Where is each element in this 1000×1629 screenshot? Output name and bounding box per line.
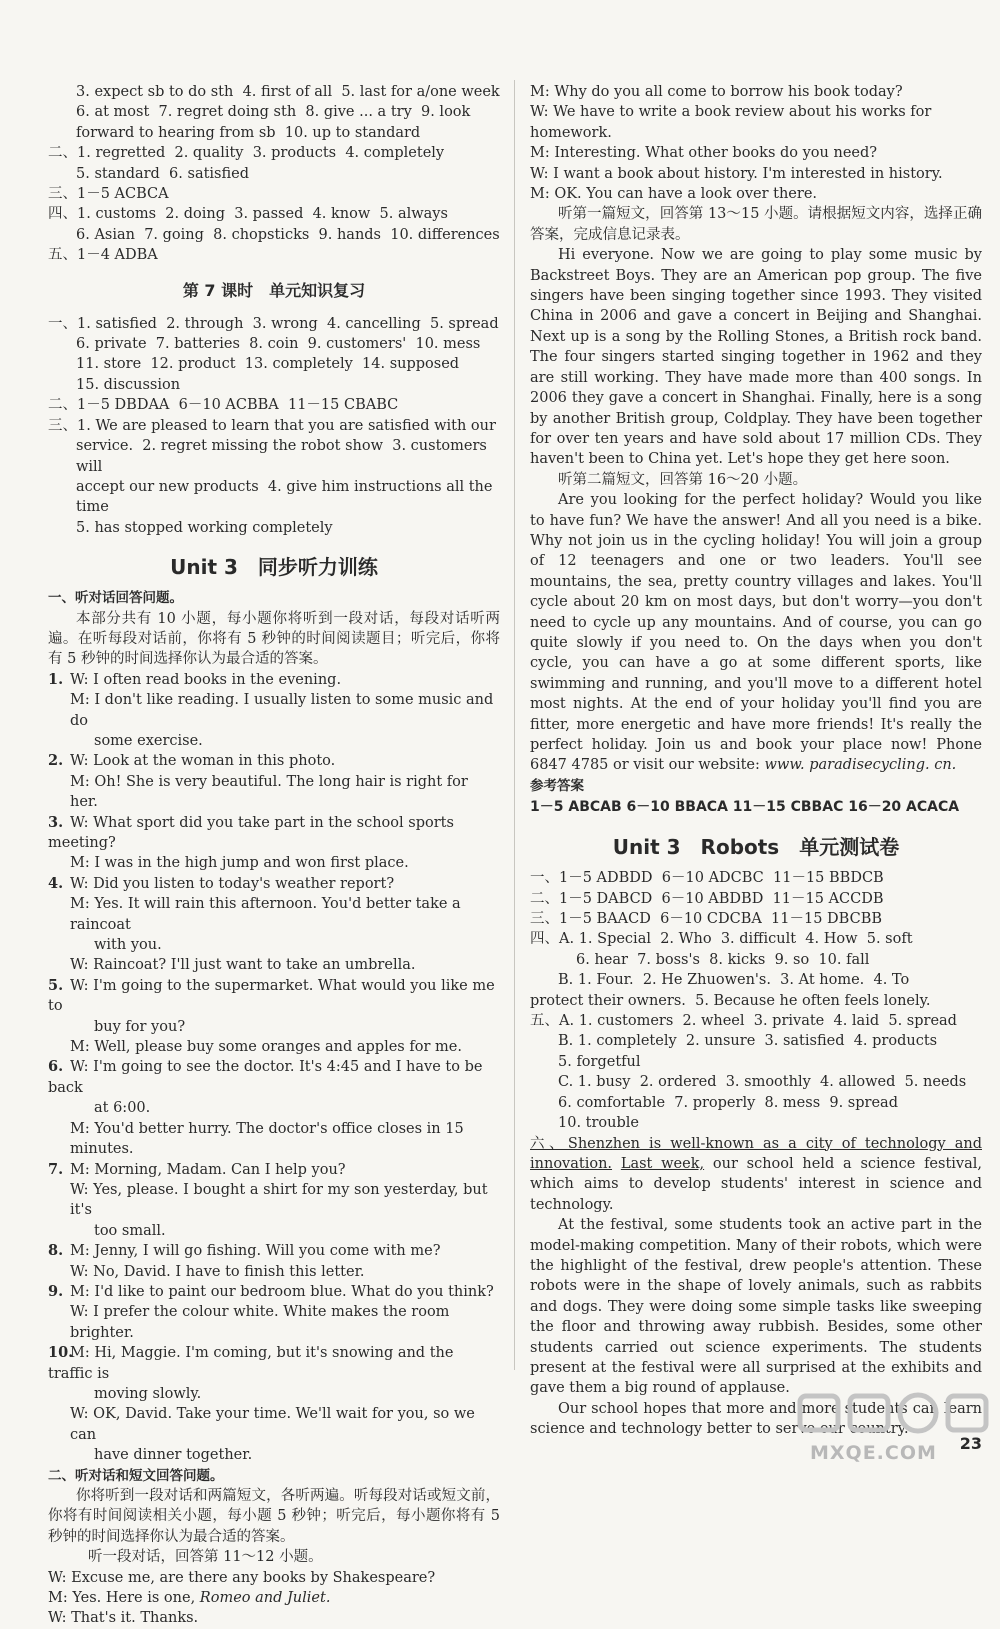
dialogue-text: W: Raincoat? I'll just want to take an umbrella. bbox=[70, 957, 416, 974]
dialogue-line bbox=[48, 1241, 500, 1261]
dialogue-text: M: You'd better hurry. The doctor's office closes in 15 minutes. bbox=[70, 1120, 469, 1158]
dialogue-text: with you. bbox=[94, 937, 162, 954]
dialogue-text: W: Look at the woman in this photo. bbox=[70, 753, 336, 770]
section-1-title: 一、听对话回答问题。 bbox=[48, 590, 183, 607]
essay-paragraph-2: At the festival, some students took an active part in the model-making competition. Many of their robots, which were the highlight of the festival, drew people's attention. These robots were in the shape of lovely animals, such as rabbits and dogs. They were doing some simple tasks like sweeping the floor and throwing away rubbish. Besides, some other students carried out science experiments. The students present at the festival were all surprised at the exhibits and gave them a big round of applause. bbox=[530, 1217, 982, 1397]
dialogue-text: M: I was in the high jump and won first place. bbox=[70, 855, 409, 872]
dialogue-line bbox=[48, 874, 500, 894]
question-number: 1. bbox=[48, 670, 64, 688]
section-1-intro: 本部分共有 10 小题，每小题你将听到一段对话，每段对话听两遍。在听每段对话前，你将有 5 秒钟的时间阅读题目；听完后，你将有 5 秒钟的时间选择你认为最合适的答案。 bbox=[48, 610, 500, 668]
dialogue-line bbox=[48, 813, 500, 854]
lesson-7-answers bbox=[48, 314, 500, 538]
prev-answers bbox=[48, 82, 500, 266]
question-number: 8. bbox=[48, 1242, 64, 1260]
answer-line: accept our new products 4. give him instructions all the time bbox=[76, 478, 498, 516]
question-number: 3. bbox=[48, 813, 64, 831]
dialog-line: M: Interesting. What other books do you need? bbox=[530, 145, 878, 162]
website-link[interactable]: www. paradisecycling. cn. bbox=[764, 757, 957, 774]
dialogue-text: at 6:00. bbox=[94, 1100, 151, 1117]
dialog-line: W: We have to write a book review about his works for homework. bbox=[530, 104, 936, 141]
test-answer-line: 五、A. 1. customers 2. wheel 3. private 4. laid 5. spread bbox=[530, 1013, 957, 1030]
test-answer-line: 二、1－5 DABCD 6－10 ABDBD 11－15 ACCDB bbox=[530, 890, 884, 907]
column-divider bbox=[514, 80, 515, 1370]
dialog-line: W: I want a book about history. I'm interested in history. bbox=[530, 165, 943, 182]
dialogue-text: W: I often read books in the evening. bbox=[70, 671, 342, 688]
answer-line: 一、1. satisfied 2. through 3. wrong 4. cancelling 5. spread bbox=[48, 315, 499, 332]
lesson-7-title: 第 7 课时 单元知识复习 bbox=[182, 280, 366, 300]
section-2-title: 二、听对话和短文回答问题。 bbox=[48, 1467, 224, 1484]
dialog-line: W: Excuse me, are there any books by Shakespeare? bbox=[48, 1569, 436, 1586]
answer-line: 3. expect sb to do sth 4. first of all 5. last for a/one week bbox=[76, 84, 500, 100]
dialogue-line bbox=[48, 1262, 500, 1282]
test-answer-line: 三、1－5 BAACD 6－10 CDCBA 11－15 DBCBB bbox=[530, 911, 883, 928]
dialog-line: M: Why do you all come to borrow his book today? bbox=[530, 84, 903, 100]
dialogue-line bbox=[48, 751, 500, 771]
passage-1-text: Hi everyone. Now we are going to play some music by Backstreet Boys. They are an American pop group. The five singers have been singing together since 1993. They visited China in 2006 and gave a concert in Beijing and Shanghai. Next up is a song by the Rolling Stones, a British rock band. The four singers started singing together in 1962 and they are still working. They have made more than 400 songs. In 2006 they gave a concert in Shanghai. Finally, here is a song by another British group, Coldplay. They have been together for over ten years and have sold about 17 million CDs. They haven't been to China yet. Let's hope they get here soon. bbox=[530, 247, 982, 468]
test-answer-line: B. 1. Four. 2. He Zhuowen's. 3. At home. 4. To bbox=[558, 972, 910, 989]
question-number: 9. bbox=[48, 1282, 64, 1300]
answer-line: 四、1. customs 2. doing 3. passed 4. know 5. always bbox=[48, 206, 448, 223]
dialogue-text: too small. bbox=[94, 1222, 166, 1239]
answer-line: 五、1－4 ADBA bbox=[48, 247, 158, 264]
dialogue-line bbox=[48, 955, 500, 975]
answer-line: 三、1－5 ACBCA bbox=[48, 186, 169, 203]
unit-3-test-title: Unit 3 Robots 单元测试卷 bbox=[612, 835, 900, 860]
dialogue-line bbox=[48, 1037, 500, 1057]
question-number: 5. bbox=[48, 976, 64, 994]
test-answer-line: 6. hear 7. boss's 8. kicks 9. so 10. fall bbox=[576, 951, 870, 968]
answer-line: 三、1. We are pleased to learn that you are satisfied with our bbox=[48, 417, 496, 434]
answer-line: 二、1－5 DBDAA 6－10 ACBBA 11－15 CBABC bbox=[48, 397, 399, 414]
dialogue-line bbox=[48, 1180, 500, 1221]
dialogue-line bbox=[48, 1302, 500, 1343]
dialogue-text: W: I'm going to the supermarket. What would you like me to bbox=[48, 977, 500, 1015]
passage-2-instructions: 听第二篇短文，回答第 16～20 小题。 bbox=[558, 471, 808, 488]
dialogue-line bbox=[48, 772, 500, 813]
section-2-subtitle: 听一段对话，回答第 11～12 小题。 bbox=[88, 1549, 323, 1566]
book-title: Romeo and Juliet. bbox=[199, 1590, 331, 1607]
passage-2-body: Are you looking for the perfect holiday? Would you like to have fun? We have the answer! And all you need is a bike. Why not join us in the cycling holiday! You will join a group of 12 teenagers and one or two leaders. You'll see mountains, the sea, pretty country villages and lakes. You'll cycle about 20 km on most days, but don't worry—you don't need to cycle up any mountains. And of course, you can go quite slowly if you need to. On the days when you don't cycle, you can have a go at some different sports, like swimming and running, and you'll move to a different hotel most nights. At the end of your holiday you'll find you are fitter, more energetic and have more friends! It's really the perfect holiday. Join us and book your place now! Phone 6847 4785 or visit our website: bbox=[530, 492, 982, 774]
dialogue-text: M: Morning, Madam. Can I help you? bbox=[70, 1161, 346, 1178]
test-answer-line: B. 1. completely 2. unsure 3. satisfied 4. products bbox=[558, 1033, 938, 1050]
dialogue-text: W: No, David. I have to finish this letter. bbox=[70, 1263, 365, 1280]
test-answer-line: C. 1. busy 2. ordered 3. smoothly 4. allowed 5. needs bbox=[558, 1074, 967, 1091]
dialog-line: M: OK. You can have a look over there. bbox=[530, 186, 818, 203]
answer-line: forward to hearing from sb 10. up to standard bbox=[76, 124, 421, 141]
test-answer-line: 6. comfortable 7. properly 8. mess 9. spread bbox=[558, 1094, 898, 1111]
answer-line: 15. discussion bbox=[76, 376, 181, 393]
unit-3-listening-title: Unit 3 同步听力训练 bbox=[170, 555, 378, 580]
dialogue-line bbox=[48, 1098, 500, 1118]
dialogue-text: M: I don't like reading. I usually listen to some music and do bbox=[70, 692, 498, 729]
answer-line: 6. Asian 7. going 8. chopsticks 9. hands 10. differences bbox=[76, 226, 500, 243]
answer-line: service. 2. regret missing the robot show 3. customers will bbox=[76, 438, 492, 475]
dialogue-text: M: I'd like to paint our bedroom blue. What do you think? bbox=[70, 1283, 494, 1300]
essay-paragraph-3: Our school hopes that more and more students can learn science and technology better to serve our country. bbox=[530, 1400, 982, 1438]
dialog-line bbox=[48, 1588, 500, 1608]
test-answer-line: 四、A. 1. Special 2. Who 3. difficult 4. How 5. soft bbox=[530, 931, 913, 948]
answer-line: 5. standard 6. satisfied bbox=[76, 165, 250, 182]
watermark-text: MXQE.COM bbox=[810, 1442, 937, 1464]
dialogue-text: M: Oh! She is very beautiful. The long hair is right for her. bbox=[70, 773, 473, 811]
dialogue-line bbox=[48, 670, 500, 690]
dialogue-line bbox=[48, 1282, 500, 1302]
dialogue-line bbox=[48, 853, 500, 873]
answer-line: 6. at most 7. regret doing sth 8. give ... a try 9. look bbox=[76, 104, 471, 121]
dialogue-text: have dinner together. bbox=[94, 1447, 253, 1464]
dialog-line: W: That's it. Thanks. bbox=[48, 1610, 199, 1627]
dialog-text: M: Yes. Here is one, bbox=[48, 1590, 200, 1607]
section-2-intro: 你将听到一段对话和两篇短文，各听两遍。听每段对话或短文前，你将有时间阅读相关小题，每小题 5 秒钟；听完后，每小题你将有 5 秒钟的时间选择你认为最合适的答案。 bbox=[48, 1488, 500, 1545]
dialogue-line bbox=[48, 731, 500, 751]
dialogue-line bbox=[48, 1221, 500, 1241]
test-answer-line: 一、1－5 ADBDD 6－10 ADCBC 11－15 BBDCB bbox=[530, 870, 884, 887]
question-number: 6. bbox=[48, 1058, 64, 1076]
dialogue-text: buy for you? bbox=[94, 1018, 186, 1035]
passage-1-instructions: 听第一篇短文，回答第 13～15 小题。请根据短文内容，选择正确答案，完成信息记录表。 bbox=[530, 206, 982, 243]
question-number: 7. bbox=[48, 1160, 64, 1178]
dialogue-text: W: Yes, please. I bought a shirt for my son yesterday, but it's bbox=[70, 1181, 493, 1219]
dialogue-text: M: Well, please buy some oranges and apples for me. bbox=[70, 1039, 462, 1056]
dialogue-line bbox=[48, 690, 500, 731]
answer-line: 5. has stopped working completely bbox=[76, 519, 333, 536]
dialogue-text: M: Hi, Maggie. I'm coming, but it's snowing and the traffic is bbox=[48, 1345, 459, 1382]
dialogue-text: W: I'm going to see the doctor. It's 4:45 and I have to be back bbox=[48, 1059, 488, 1096]
dialogue-line bbox=[48, 1119, 500, 1160]
essay-text: our school held a science festival, which aims to develop students' interest in science and technology. bbox=[530, 1155, 982, 1213]
dialogue-text: M: Yes. It will rain this afternoon. You'd better take a raincoat bbox=[70, 896, 466, 933]
dialogue-line bbox=[48, 1384, 500, 1404]
dialogue-text: W: I prefer the colour white. White makes the room brighter. bbox=[70, 1304, 455, 1341]
dialogue-line bbox=[48, 894, 500, 935]
essay-underlined: 六、Shenzhen is well-known as a city of technology and innovation. bbox=[530, 1135, 982, 1172]
answer-line: 11. store 12. product 13. completely 14. supposed bbox=[76, 356, 460, 373]
dialogue-line bbox=[48, 976, 500, 1017]
dialogue-text: W: OK, David. Take your time. We'll wait for you, so we can bbox=[70, 1406, 480, 1443]
dialogue-line bbox=[48, 1057, 500, 1098]
question-number: 10. bbox=[48, 1344, 74, 1362]
question-number: 2. bbox=[48, 752, 64, 770]
essay-underlined: Last week, bbox=[620, 1155, 705, 1172]
dialogue-text: W: What sport did you take part in the school sports meeting? bbox=[48, 814, 459, 851]
dialogue-line bbox=[48, 1160, 500, 1180]
passage-2-text bbox=[530, 490, 982, 776]
test-answer-line: 10. trouble bbox=[558, 1115, 639, 1132]
reference-answers-title: 参考答案 bbox=[530, 777, 584, 794]
dialogue-text: M: Jenny, I will go fishing. Will you come with me? bbox=[70, 1243, 441, 1260]
page-number: 23 bbox=[959, 1434, 982, 1453]
left-column bbox=[48, 82, 500, 1629]
dialogue-list bbox=[48, 670, 500, 1466]
test-answer-line: 5. forgetful bbox=[558, 1053, 641, 1070]
dialogue-line bbox=[48, 1404, 500, 1445]
dialogue-line bbox=[48, 1343, 500, 1384]
dialogue-text: some exercise. bbox=[94, 732, 203, 749]
test-answers bbox=[530, 868, 982, 1133]
question-number: 4. bbox=[48, 874, 64, 892]
answer-line: 二、1. regretted 2. quality 3. products 4. completely bbox=[48, 145, 445, 162]
dialogue-line bbox=[48, 1017, 500, 1037]
dialogue-line bbox=[48, 1445, 500, 1465]
dialogue-line bbox=[48, 935, 500, 955]
answer-line: 6. private 7. batteries 8. coin 9. customers' 10. mess bbox=[76, 336, 481, 353]
dialogue-text: moving slowly. bbox=[94, 1385, 202, 1402]
dialogue-text: W: Did you listen to today's weather report? bbox=[70, 875, 395, 892]
essay-paragraph-1 bbox=[530, 1134, 982, 1216]
reference-answers: 1－5 ABCAB 6－10 BBACA 11－15 CBBAC 16－20 ACACA bbox=[530, 799, 960, 816]
test-answer-line: protect their owners. 5. Because he often feels lonely. bbox=[530, 992, 931, 1009]
